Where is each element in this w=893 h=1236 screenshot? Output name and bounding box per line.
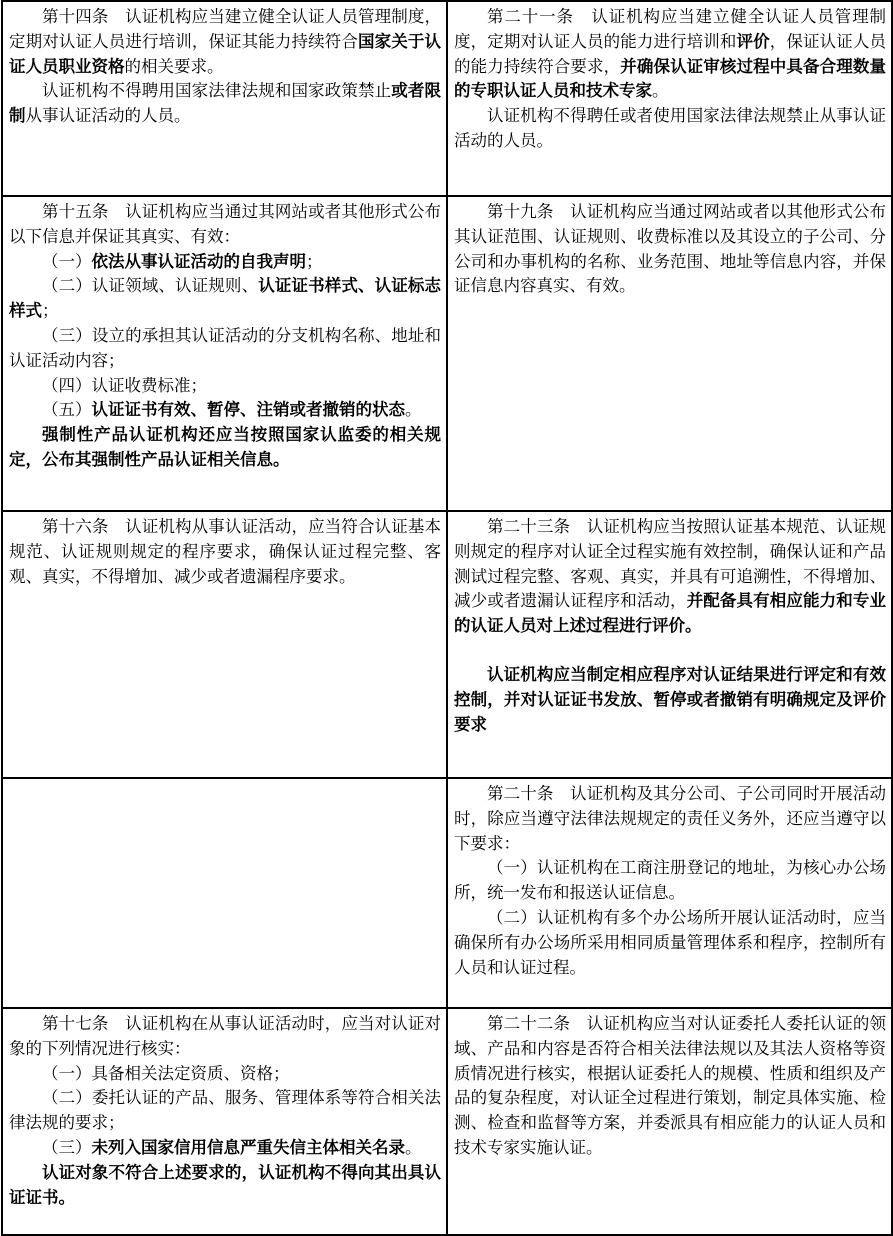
new-provision-cell	[447, 196, 892, 511]
provision-paragraph	[9, 515, 441, 589]
highlighted-text: 并确保认证审核过程中具备合理数量的专职认证人员和技术专家	[454, 56, 887, 101]
old-provision-cell-empty	[2, 778, 447, 1008]
provision-paragraph	[9, 200, 441, 250]
provision-paragraph	[454, 515, 886, 639]
table-row	[2, 511, 892, 778]
provision-text: 第二十三条 认证机构应当按照认证基本规范、认证规则规定的程序对认证全过程实施有效控制，确保认证和产品测试过程完整、客观、真实，并具有可追溯性，不得增加、减少或者遗漏认证程序和活动，	[454, 517, 886, 611]
highlighted-text: 或者限制	[9, 81, 442, 126]
provision-text: 第十六条 认证机构从事认证活动，应当符合认证基本规范、认证规则规定的程序要求，确保认证过程完整、客观、真实，不得增加、减少或者遗漏程序要求。	[9, 517, 441, 586]
provision-paragraph	[9, 1012, 441, 1062]
provision-paragraph	[9, 274, 441, 324]
provision-paragraph	[9, 1086, 441, 1136]
provision-paragraph	[9, 1136, 441, 1161]
provision-text: 第十七条 认证机构在从事认证活动时，应当对认证对象的下列情况进行核实：	[9, 1014, 441, 1058]
new-provision-cell	[447, 1, 892, 196]
provision-text: ；	[42, 301, 59, 321]
provision-text: （一）具备相关法定资质、资格；	[42, 1063, 290, 1083]
table-row	[2, 1008, 892, 1235]
table-row	[2, 196, 892, 511]
highlighted-text: 评价	[736, 31, 770, 51]
highlighted-text: 认证机构应当制定相应程序对认证结果进行评定和有效控制，并对认证证书发放、暂停或者撤销有明确规定及评价要求	[454, 664, 886, 734]
highlighted-text: 国家关于认证人员职业资格	[9, 31, 442, 76]
provision-text: 第二十条 认证机构及其分公司、子公司同时开展活动时，除应当遵守法律法规规定的责任义务外，还应当遵守以下要求：	[454, 784, 886, 853]
provision-text: （二）委托认证的产品、服务、管理体系等符合相关法律法规的要求；	[9, 1088, 441, 1133]
provision-paragraph	[454, 856, 886, 906]
old-provision-cell	[2, 1, 447, 196]
provision-paragraph	[9, 1062, 441, 1087]
provision-paragraph	[9, 79, 441, 129]
provision-paragraph	[9, 324, 441, 374]
provision-paragraph	[454, 663, 886, 737]
provision-text: （一）	[42, 251, 92, 271]
provision-paragraph	[9, 5, 441, 79]
old-provision-cell	[2, 196, 447, 511]
provision-text: （四）认证收费标准；	[42, 375, 207, 395]
provision-paragraph	[9, 250, 441, 275]
provision-text: 第二十二条 认证机构应当对认证委托人委托认证的领域、产品和内容是否符合相关法律法规以及其法人资格等资质情况进行核实，根据认证委托人的规模、性质和组织及产品的复杂程度，对认证全过程进行策划，制定具体实施、检测、检查和监督等方案，并委派具有相应能力的认证人员和技术专家实施认证。	[454, 1014, 886, 1157]
table-row	[2, 778, 892, 1008]
provision-text: 。	[405, 1137, 422, 1157]
new-provision-cell	[447, 511, 892, 778]
old-provision-cell	[2, 1008, 447, 1235]
provision-text: （二）认证机构有多个办公场所开展认证活动时，应当确保所有办公场所采用相同质量管理体系和程序，控制所有人员和认证过程。	[454, 907, 886, 977]
provision-text: （三）设立的承担其认证活动的分支机构名称、地址和认证活动内容；	[9, 325, 441, 370]
provision-paragraph	[9, 1161, 441, 1211]
provision-paragraph	[9, 398, 441, 423]
provision-paragraph	[454, 1012, 886, 1161]
highlighted-text: 认证证书样式、认证标志样式	[9, 276, 442, 321]
provision-text: 第二十一条 认证机构应当建立健全认证人员管理制度，定期对认证人员的能力进行培训和	[454, 7, 886, 51]
new-provision-cell	[447, 778, 892, 1008]
provision-text: 认证机构不得聘任或者使用国家法律法规禁止从事认证活动的人员。	[454, 106, 886, 150]
provision-text: 第十五条 认证机构应当通过其网站或者其他形式公布以下信息并保证其真实、有效：	[9, 202, 441, 246]
provision-paragraph	[454, 906, 886, 980]
provision-text: ；	[306, 251, 323, 271]
provision-text: 从事认证活动的人员。	[25, 106, 191, 126]
regulation-comparison-table	[1, 0, 893, 1236]
provision-text: （五）	[42, 400, 92, 420]
provision-text: 。	[405, 400, 422, 420]
provision-paragraph	[454, 782, 886, 856]
highlighted-text: 强制性产品认证机构还应当按照国家认监委的相关规定，公布其强制性产品认证相关信息。	[9, 425, 441, 469]
provision-text: （一）认证机构在工商注册登记的地址，为核心办公场所，统一发布和报送认证信息。	[454, 858, 886, 903]
provision-paragraph	[9, 374, 441, 399]
provision-paragraph	[454, 5, 886, 104]
highlighted-text: 未列入国家信用信息严重失信主体相关名录	[91, 1137, 405, 1157]
provision-text: （二）认证领域、认证规则、	[42, 276, 259, 296]
provision-paragraph	[454, 104, 886, 154]
old-provision-cell	[2, 511, 447, 778]
provision-paragraph	[454, 200, 886, 299]
highlighted-text: 认证证书有效、暂停、注销或者撤销的状态	[91, 400, 405, 420]
provision-text: 认证机构不得聘用国家法律法规和国家政策禁止	[42, 81, 392, 101]
provision-text: 。	[652, 81, 669, 101]
highlighted-text: 认证对象不符合上述要求的，认证机构不得向其出具认证证书。	[9, 1162, 441, 1207]
provision-text: （三）	[42, 1137, 92, 1157]
provision-paragraph	[9, 423, 441, 473]
provision-text: 第十四条 认证机构应当建立健全认证人员管理制度，定期对认证人员进行培训，保证其能力持续符合	[9, 7, 441, 51]
new-provision-cell	[447, 1008, 892, 1235]
provision-text: ，保证认证人员的能力持续符合要求，	[454, 31, 887, 76]
provision-text: 第十九条 认证机构应当通过网站或者以其他形式公布其认证范围、认证规则、收费标准以及其设立的子公司、分公司和办事机构的名称、业务范围、地址等信息内容，并保证信息内容真实、有效。	[454, 202, 886, 296]
table-row	[2, 1, 892, 196]
provision-text: 的相关要求。	[124, 56, 224, 76]
highlighted-text: 并配备具有相应能力和专业的认证人员对上述过程进行评价。	[454, 591, 887, 636]
highlighted-text: 依法从事认证活动的自我声明	[91, 251, 306, 271]
